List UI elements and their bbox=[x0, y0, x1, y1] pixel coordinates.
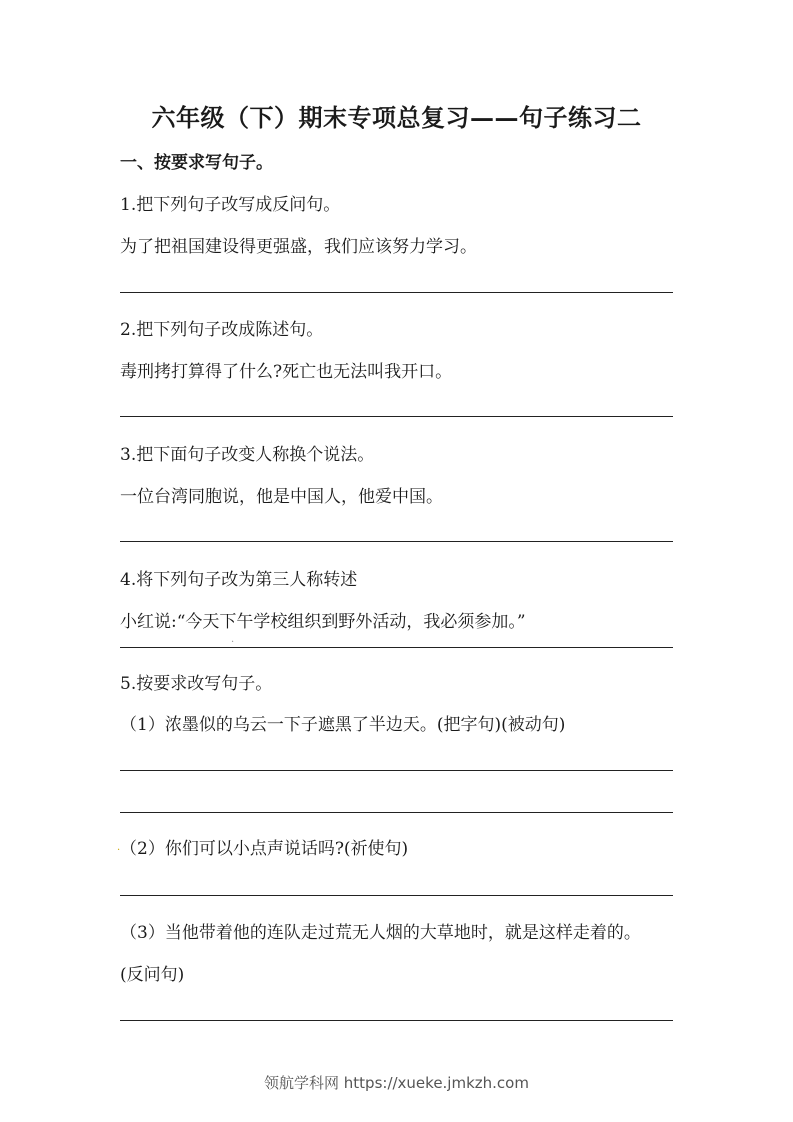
answer-line-3 bbox=[120, 541, 673, 542]
question-2-sentence: 毒刑拷打算得了什么?死亡也无法叫我开口。 bbox=[120, 362, 453, 382]
question-5-sub-3-type: (反问句) bbox=[120, 965, 185, 985]
question-3-prompt: 3.把下面句子改变人称换个说法。 bbox=[120, 445, 375, 465]
answer-line-5-3 bbox=[120, 1020, 673, 1021]
question-2-prompt: 2.把下列句子改成陈述句。 bbox=[120, 320, 324, 340]
section-heading: 一、按要求写句子。 bbox=[120, 153, 273, 173]
question-4-sentence: 小红说:“今天下午学校组织到野外活动，我必须参加。” bbox=[120, 612, 526, 632]
question-3-sentence: 一位台湾同胞说，他是中国人，他爱中国。 bbox=[120, 487, 443, 507]
question-1-prompt: 1.把下列句子改写成反问句。 bbox=[120, 195, 341, 215]
stray-mark: · bbox=[231, 637, 235, 648]
question-5-sub-1: （1）浓墨似的乌云一下子遮黑了半边天。(把字句)(被动句) bbox=[120, 715, 566, 735]
answer-line-2 bbox=[120, 416, 673, 417]
page-title: 六年级（下）期末专项总复习——句子练习二 bbox=[151, 103, 642, 132]
answer-line-4 bbox=[120, 647, 673, 648]
question-5-sub-2: （2）你们可以小点声说话吗?(祈使句) bbox=[120, 839, 409, 859]
answer-line-1 bbox=[120, 292, 673, 293]
answer-line-5-1b bbox=[120, 812, 673, 813]
question-1-sentence: 为了把祖国建设得更强盛，我们应该努力学习。 bbox=[120, 237, 477, 257]
question-5-prompt: 5.按要求改写句子。 bbox=[120, 674, 273, 694]
answer-line-5-1a bbox=[120, 770, 673, 771]
stray-mark: . bbox=[117, 842, 121, 853]
answer-line-5-2 bbox=[120, 895, 673, 896]
question-5-sub-3: （3）当他带着他的连队走过荒无人烟的大草地时，就是这样走着的。 bbox=[120, 923, 641, 943]
question-4-prompt: 4.将下列句子改为第三人称转述 bbox=[120, 570, 358, 590]
footer-source: 领航学科网 https://xueke.jmkzh.com bbox=[264, 1074, 529, 1092]
